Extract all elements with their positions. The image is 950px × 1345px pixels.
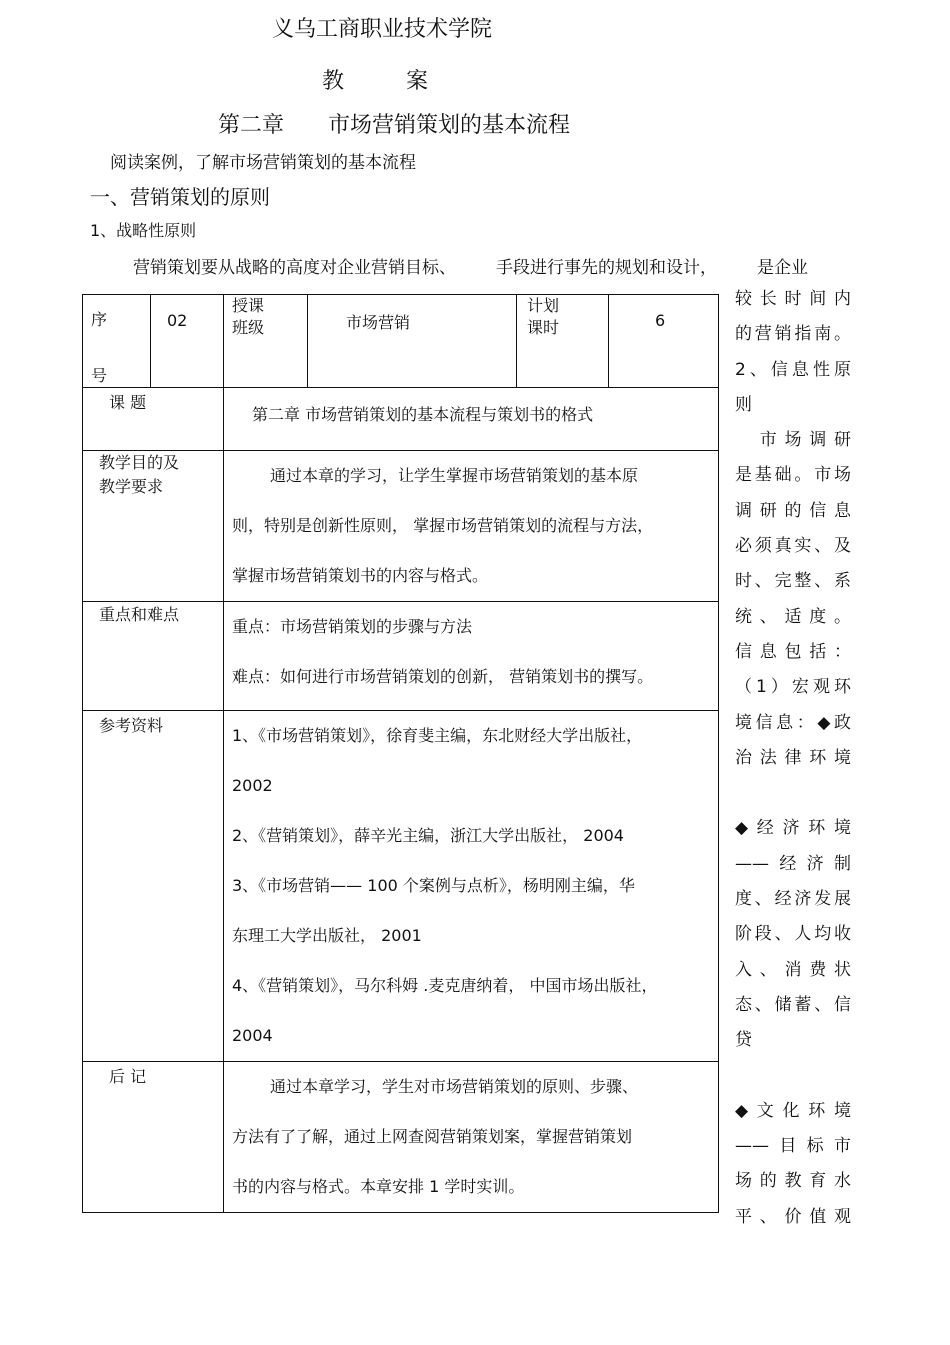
class-label-cell [224, 295, 308, 388]
ref-line: 4、《营销策划》，马尔科姆 .麦克唐纳着， 中国市场出版社， [232, 976, 658, 995]
key-line: 难点：如何进行市场营销策划的创新， 营销策划书的撰写。 [232, 667, 654, 686]
side-text-line: 时、完整、系 [735, 571, 851, 592]
school-name: 义乌工商职业技术学院 [272, 17, 493, 42]
side-text-line: 统、适度。 [735, 606, 851, 627]
section-heading: 一、营销策划的原则 [90, 185, 270, 209]
doc-type-char-1: 教 [322, 69, 347, 94]
paragraph-part-2: 手段进行事先的规划和设计， [496, 258, 717, 278]
paragraph-part-1: 营销策划要从战略的高度对企业营销目标、 [133, 258, 456, 278]
ref-label: 参考资料 [99, 716, 164, 735]
class-value: 市场营销 [346, 313, 411, 332]
side-text-line: 境信息：◆政 [735, 712, 851, 733]
lesson-plan-table [82, 294, 719, 1213]
side-text-line: 则 [735, 394, 752, 415]
hours-label: 计划 课时 [527, 296, 560, 337]
side-text-line: 信息包括： [735, 641, 851, 662]
hours-label-cell [517, 295, 609, 388]
hours-value-cell [609, 295, 719, 388]
note-label-cell [83, 1062, 224, 1213]
seq-value-cell [151, 295, 224, 388]
note-line: 书的内容与格式。本章安排 1 学时实训。 [232, 1177, 525, 1196]
key-line: 重点：市场营销策划的步骤与方法 [232, 617, 473, 636]
ref-line: 2、《营销策划》，薛辛光主编，浙江大学出版社， 2004 [232, 826, 624, 845]
side-text-line: 贷 [735, 1030, 752, 1051]
note-label: 后 记 [109, 1067, 147, 1086]
hours-value: 6 [655, 311, 666, 330]
note-line: 通过本章学习，学生对市场营销策划的原则、步骤、 [270, 1077, 639, 1096]
side-text-line: 调研的信息 [735, 500, 851, 521]
seq-value: 02 [167, 311, 188, 330]
doc-type-char-2: 案 [406, 69, 431, 94]
goal-line: 掌握市场营销策划书的内容与格式。 [232, 566, 489, 585]
side-text-line: 市场调研 [735, 430, 851, 451]
side-text-line: ——目标市 [735, 1136, 851, 1157]
topic-value-cell [224, 388, 719, 451]
side-text-line: 态、储蓄、信 [735, 994, 851, 1015]
note-value-cell [224, 1062, 719, 1213]
seq-label-top: 序 [91, 310, 108, 329]
side-text-line: ◆经济环境 [735, 818, 851, 839]
topic-label: 课 题 [109, 393, 147, 412]
section-paragraph [133, 253, 808, 278]
key-label: 重点和难点 [99, 605, 180, 624]
side-text-line: 治法律环境 [735, 747, 851, 768]
ref-line: 1、《市场营销策划》，徐育斐主编，东北财经大学出版社， [232, 726, 643, 745]
doc-type-title [322, 64, 430, 95]
subsection-heading: 1、战略性原则 [90, 221, 197, 240]
key-label-cell [83, 602, 224, 711]
ref-line: 东理工大学出版社， 2001 [232, 926, 422, 945]
side-column-text [735, 282, 851, 1235]
key-value-cell [224, 602, 719, 711]
goal-line: 则，特别是创新性原则， 掌握市场营销策划的流程与方法， [232, 516, 654, 535]
goal-line: 通过本章的学习，让学生掌握市场营销策划的基本原 [270, 466, 639, 485]
side-text-line: 较长时间内 [735, 289, 851, 309]
intro-text: 阅读案例，了解市场营销策划的基本流程 [110, 153, 416, 173]
chapter-name: 市场营销策划的基本流程 [328, 113, 571, 138]
chapter-title [218, 108, 570, 139]
side-blank-line [735, 1059, 851, 1094]
chapter-number: 第二章 [218, 113, 285, 138]
class-label: 授课 班级 [232, 296, 265, 337]
side-text-line: 阶段、人均收 [735, 924, 851, 945]
goal-label-cell [83, 451, 224, 602]
ref-label-cell [83, 711, 224, 1062]
side-text-line: ◆文化环境 [735, 1100, 851, 1121]
note-line: 方法有了了解，通过上网查阅营销策划案，掌握营销策划 [232, 1127, 633, 1146]
side-text-line: ——经济制 [735, 853, 851, 874]
side-text-line: 的营销指南。 [735, 324, 851, 345]
side-text-line: 平、价值观 [735, 1206, 851, 1227]
goal-label: 教学目的及 教学要求 [99, 453, 180, 496]
ref-line: 2004 [232, 1026, 273, 1045]
side-text-line: 是基础。市场 [735, 465, 851, 486]
topic-label-cell [83, 388, 224, 451]
side-text-line: 2、信息性原 [735, 359, 851, 380]
side-text-line: 度、经济发展 [735, 889, 851, 910]
seq-label-bottom: 号 [91, 366, 108, 385]
ref-line: 2002 [232, 776, 273, 795]
goal-value-cell [224, 451, 719, 602]
side-text-line: （1）宏观环 [735, 677, 851, 698]
seq-label-cell [83, 295, 151, 388]
ref-line: 3、《市场营销—— 100 个案例与点析》，杨明刚主编，华 [232, 876, 635, 895]
side-text-line: 必须真实、及 [735, 536, 851, 557]
paragraph-part-3: 是企业 [757, 258, 808, 278]
ref-value-cell [224, 711, 719, 1062]
class-value-cell [308, 295, 517, 388]
topic-value: 第二章 市场营销策划的基本流程与策划书的格式 [252, 405, 594, 424]
side-text-line: 场的教育水 [735, 1171, 851, 1192]
side-blank-line [735, 776, 851, 811]
side-text-line: 入、消费状 [735, 959, 851, 980]
